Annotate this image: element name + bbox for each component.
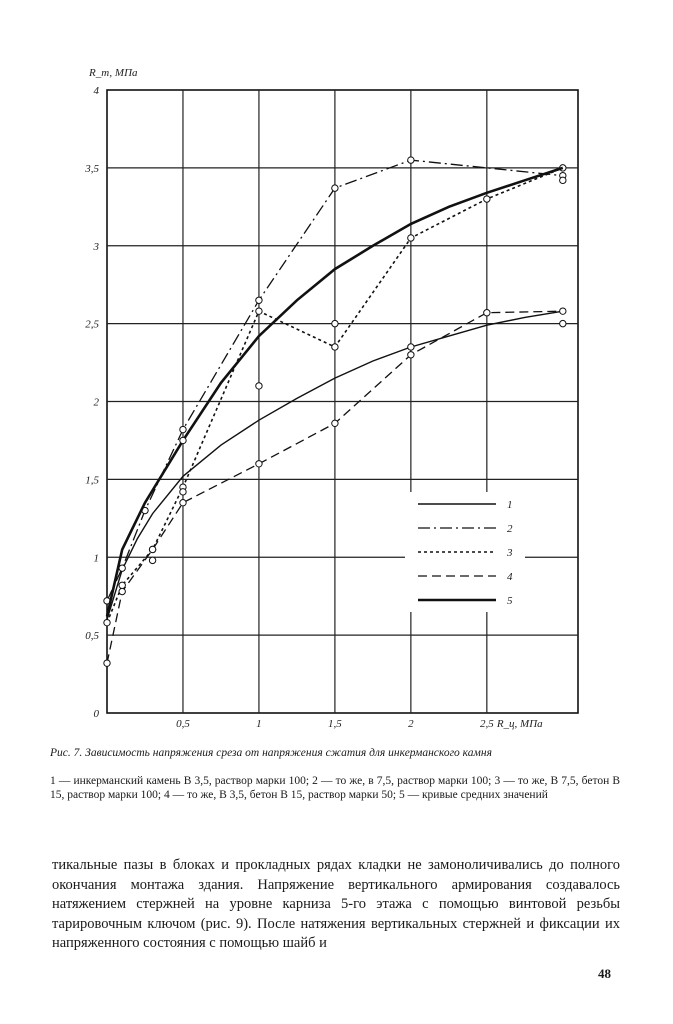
y-tick-label: 2 <box>93 396 99 409</box>
series-4-point <box>560 308 566 314</box>
x-axis-label: R_ц, МПа <box>496 718 543 730</box>
chart-ticks <box>84 85 494 730</box>
series-4-point <box>180 500 186 506</box>
y-tick-label: 2,5 <box>85 318 99 331</box>
y-tick-label: 4 <box>93 85 99 97</box>
series-4-point <box>408 352 414 358</box>
x-tick-label: 1 <box>256 718 262 730</box>
y-tick-label: 0 <box>93 708 99 720</box>
figure-caption-title: Рис. 7. Зависимость напряжения среза от напряжения сжатия для инкерманского камня <box>50 747 492 759</box>
y-tick-label: 3 <box>93 240 99 253</box>
chart-grid <box>107 90 578 713</box>
data-point <box>560 320 566 326</box>
series-3-point <box>408 235 414 241</box>
series-3-point <box>332 344 338 350</box>
legend-label-2: 2 <box>507 523 513 535</box>
series-4-point <box>149 546 155 552</box>
data-point <box>256 383 262 389</box>
x-tick-label: 2,5 <box>479 718 494 730</box>
y-tick-label: 0,5 <box>85 630 99 643</box>
data-point <box>332 320 338 326</box>
series-2-point <box>408 157 414 163</box>
series-2-point <box>180 426 186 432</box>
x-tick-label: 1,5 <box>328 718 342 730</box>
data-point <box>180 489 186 495</box>
data-point <box>408 344 414 350</box>
series-4-point <box>104 660 110 666</box>
page-number: 48 <box>598 966 611 981</box>
series-4-point <box>484 310 490 316</box>
data-point <box>180 437 186 443</box>
legend-label-5: 5 <box>507 595 513 607</box>
y-tick-label: 1 <box>93 552 99 565</box>
y-tick-label: 1,5 <box>85 474 99 487</box>
series-3-point <box>484 196 490 202</box>
series-2-point <box>332 185 338 191</box>
data-point <box>149 557 155 563</box>
series-3-point <box>104 619 110 625</box>
legend-label-1: 1 <box>507 499 513 511</box>
series-2-point <box>119 565 125 571</box>
chart-legend <box>405 492 525 612</box>
series-4-point <box>256 461 262 467</box>
series-4-point <box>119 588 125 594</box>
x-tick-label: 0,5 <box>176 718 190 730</box>
x-tick-label: 2 <box>408 718 414 730</box>
legend-label-3: 3 <box>507 547 513 559</box>
y-axis-label: R_т, МПа <box>89 67 138 79</box>
figure-caption-legend: 1 — инкерманский камень В 3,5, раствор марки 100; 2 — то же, в 7,5, раствор марки 100; 3 — то же, В 7,5, бетон В 15, раствор марки 100; 4 — то же, В 3,5, бетон В 15, раствор марки 50; 5 — кривые средних значений <box>50 775 620 801</box>
series-3-point <box>256 308 262 314</box>
series-4-point <box>332 420 338 426</box>
legend-label-4: 4 <box>507 571 513 583</box>
series-2-point <box>256 297 262 303</box>
y-tick-label: 3,5 <box>85 162 99 175</box>
body-paragraph: тикальные пазы в блоках и прокладных рядах кладки не замоноличивались до полного окончания монтажа здания. Напряжение вертикального армирования создавалось натяжением стержней на уровне карниза 5-го этажа с помощью винтовой резьбы тарировочным ключом (рис. 9). После натяжения вертикальных стержней и фиксации их напряженного состояния с помощью шайб и <box>52 857 620 951</box>
data-point <box>560 177 566 183</box>
